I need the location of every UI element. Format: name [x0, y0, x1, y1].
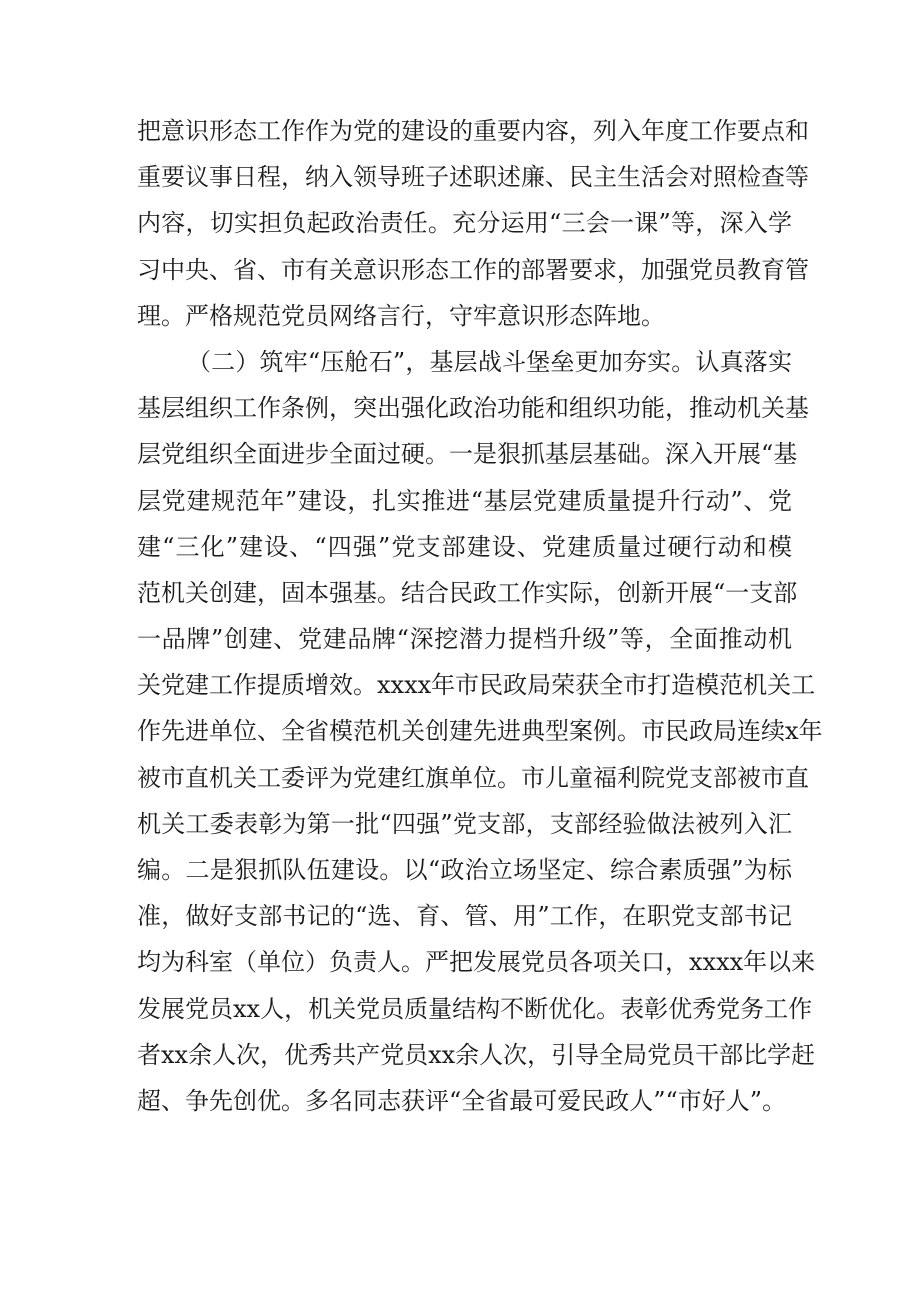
text-line: 编。二是狠抓队伍建设。以“政治立场坚定、综合素质强”为标 [137, 856, 792, 884]
text-line: 习中央、省、市有关意识形态工作的部署要求，加强党员教育管 [137, 255, 809, 284]
text-line: 均为科室（单位）负责人。严把发展党员各项关口，xxxx年以来 [137, 948, 816, 977]
text-line: 把意识形态工作作为党的建设的重要内容，列入年度工作要点和 [137, 117, 809, 145]
text-line: 发展党员xx人，机关党员质量结构不断优化。表彰优秀党务工作 [137, 994, 813, 1023]
text-line: 一品牌”创建、党建品牌“深挖潜力提档升级”等，全面推动机 [137, 625, 792, 654]
text-line: 建“三化”建设、“四强”党支部建设、党建质量过硬行动和模 [137, 532, 792, 561]
section-heading-line: （二）筑牢“压舱石”，基层战斗堡垒更加夯实。认真落实 [187, 347, 792, 376]
text-line: 者xx余人次，优秀共产党员xx余人次，引导全局党员干部比学赶 [137, 1040, 816, 1069]
text-line: 作先进单位、全省模范机关创建先进典型案例。市民政局连续x年 [137, 717, 823, 746]
text-line: 基层组织工作条例，突出强化政治功能和组织功能，推动机关基 [137, 394, 809, 423]
text-line: 范机关创建，固本强基。结合民政工作实际，创新开展“一支部 [137, 578, 798, 607]
text-line: 机关工委表彰为第一批“四强”党支部，支部经验做法被列入汇 [137, 809, 792, 838]
text-line: 理。严格规范党员网络言行，守牢意识形态阵地。 [137, 301, 665, 330]
text-line: 层党建规范年”建设，扎实推进“基层党建质量提升行动”、党 [137, 486, 792, 515]
body-text [137, 108, 823, 1124]
text-line: 被市直机关工委评为党建红旗单位。市儿童福利院党支部被市直 [137, 763, 809, 792]
text-line: 层党组织全面进步全面过硬。一是狠抓基层基础。深入开展“基 [137, 440, 798, 469]
text-line: 内容，切实担负起政治责任。充分运用“三会一课”等，深入学 [137, 209, 792, 238]
text-line: 重要议事日程，纳入领导班子述职述廉、民主生活会对照检查等 [137, 163, 809, 192]
text-line: 准，做好支部书记的“选、育、管、用”工作，在职党支部书记 [137, 902, 792, 931]
text-line: 超、争先创优。多名同志获评“全省最可爱民政人”“市好人”。 [137, 1086, 787, 1115]
text-line: 关党建工作提质增效。xxxx年市民政局荣获全市打造模范机关工 [137, 671, 816, 700]
